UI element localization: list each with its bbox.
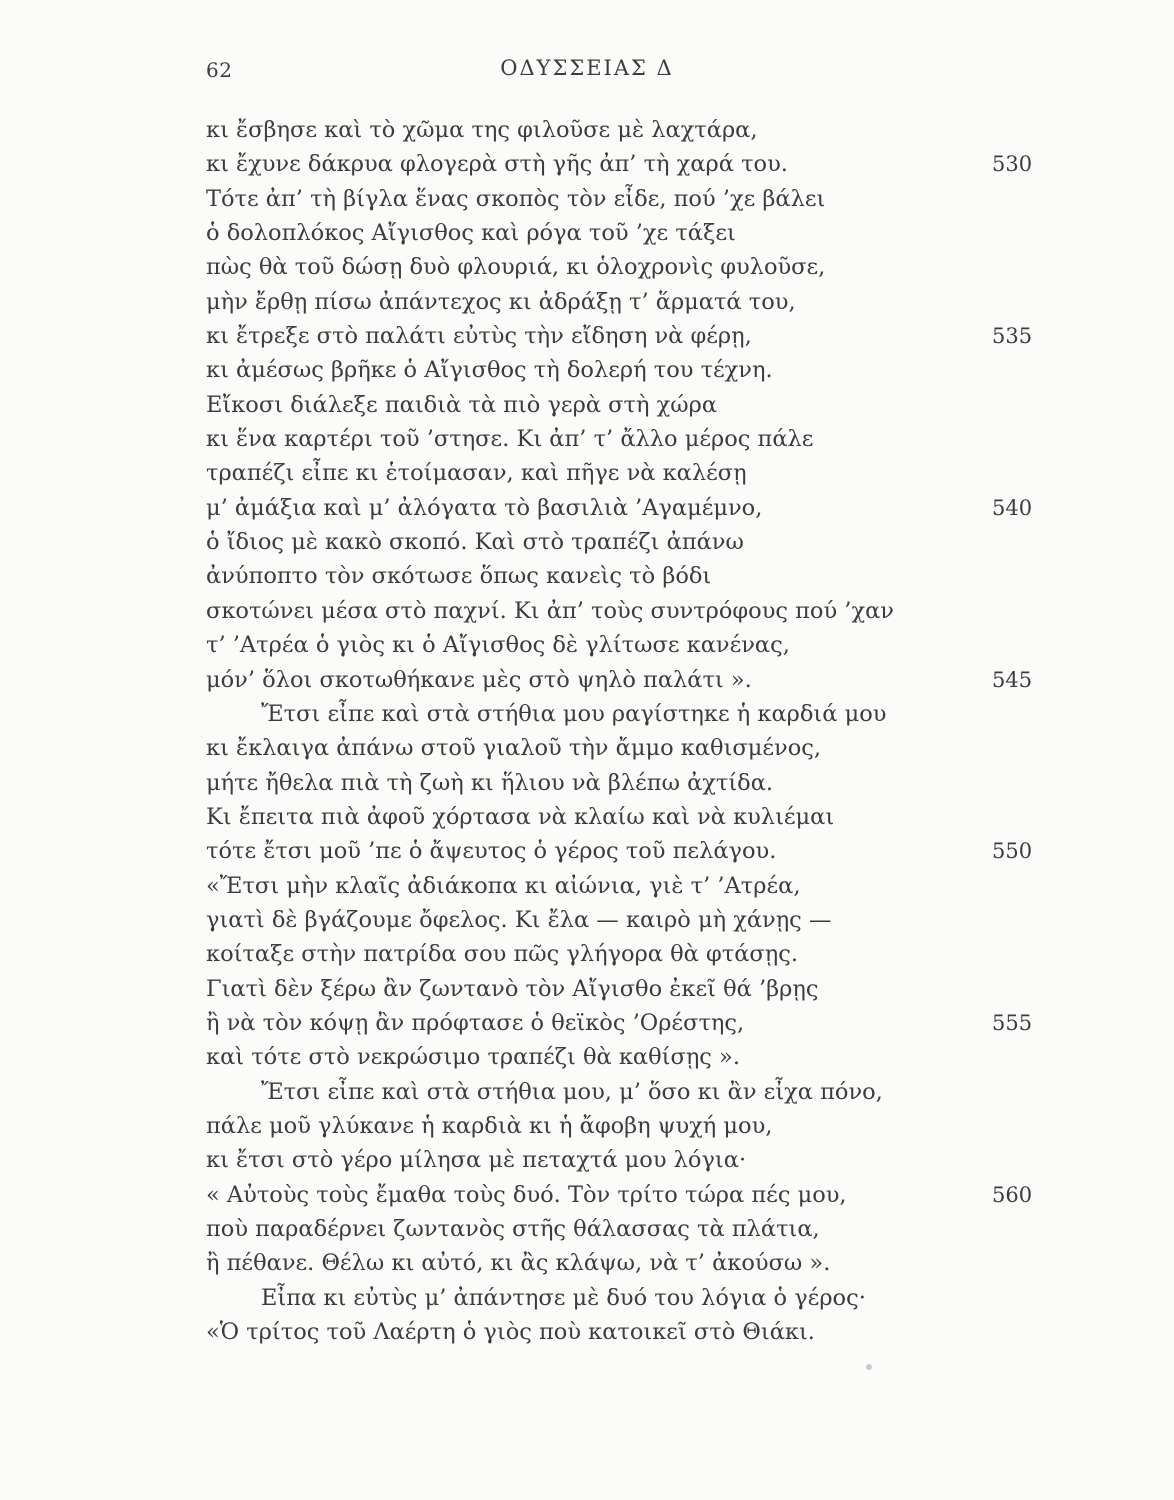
verse-line [206, 147, 1046, 181]
line-number: 545 [992, 667, 1033, 692]
line-number: 555 [992, 1010, 1033, 1035]
verse-line-text: κι ἔχυνε δάκρυα φλογερὰ στὴ γῆς ἀπ’ τὴ χαρά του. [206, 151, 788, 178]
verse-line-text: Κι ἔπειτα πιὰ ἀφοῦ χόρτασα νὰ κλαίω καὶ νὰ κυλιέμαι [206, 803, 835, 830]
verse-line-text: « Αὐτοὺς τοὺς ἔμαθα τοὺς δυό. Τὸν τρίτο τώρα πές μου, [206, 1181, 847, 1208]
line-number: 560 [992, 1182, 1033, 1207]
verse-line [206, 869, 1046, 903]
verse-line-text: καὶ τότε στὸ νεκρώσιμο τραπέζι θὰ καθίσῃς ». [206, 1044, 740, 1071]
verse-line [206, 903, 1046, 937]
verse-line-text: ἢ νὰ τὸν κόψῃ ἂν πρόφτασε ὁ θεϊκὸς ’Ορέστης, [206, 1009, 745, 1036]
verse-line [206, 250, 1046, 284]
verse-line [206, 456, 1046, 490]
verse-line [206, 388, 1046, 422]
ink-speck [866, 1364, 872, 1370]
verse-line [206, 285, 1046, 319]
verse-line-text: κι ἕνα καρτέρι τοῦ ’στησε. Κι ἀπ’ τ’ ἄλλο μέρος πάλε [206, 426, 814, 453]
verse-line-text: τραπέζι εἶπε κι ἑτοίμασαν, καὶ πῆγε νὰ καλέσῃ [206, 460, 747, 487]
verse-line [206, 697, 1046, 731]
verse-line [206, 663, 1046, 697]
verse-line-text: σκοτώνει μέσα στὸ παχνί. Κι ἀπ’ τοὺς συντρόφους πού ’χαν [206, 597, 894, 624]
verse-line-text: κι ἔκλαιγα ἀπάνω στοῦ γιαλοῦ τὴν ἄμμο καθισμένος, [206, 735, 822, 762]
verse-line [206, 559, 1046, 593]
line-number: 540 [992, 495, 1033, 520]
verse-line-text: ὁ δολοπλόκος Αἴγισθος καὶ ρόγα τοῦ ’χε τάξει [206, 220, 736, 247]
verse-line [206, 1006, 1046, 1040]
verse-line [206, 1315, 1046, 1349]
verse-line [206, 491, 1046, 525]
verse-line-text: ἢ πέθανε. Θέλω κι αὐτό, κι ἂς κλάψω, νὰ τ’ ἀκούσω ». [206, 1250, 831, 1277]
verse-line-text: ποὺ παραδέρνει ζωντανὸς στῆς θάλασσας τὰ πλάτια, [206, 1216, 820, 1242]
verse-line [206, 1143, 1046, 1177]
verse-line [206, 937, 1046, 971]
verse-line-text: μ’ ἀμάξια καὶ μ’ ἀλόγατα τὸ βασιλιὰ ’Αγαμέμνο, [206, 494, 763, 521]
verse-line [206, 216, 1046, 250]
verse-line-text: κι ἀμέσως βρῆκε ὁ Αἴγισθος τὴ δολερή του τέχνη. [206, 357, 773, 384]
verse-line [206, 628, 1046, 662]
verse-line-text: Γιατὶ δὲν ξέρω ἂν ζωντανὸ τὸν Αἴγισθο ἐκεῖ θά ’βρῃς [206, 975, 819, 1002]
verse-line-text: μόν’ ὅλοι σκοτωθήκανε μὲς στὸ ψηλὸ παλάτι ». [206, 666, 752, 693]
verse-line [206, 1246, 1046, 1280]
verse-line-text: «Ὁ τρίτος τοῦ Λαέρτη ὁ γιὸς ποὺ κατοικεῖ στὸ Θιάκι. [206, 1319, 815, 1346]
verse-line [206, 319, 1046, 353]
verse-line-text: τότε ἔτσι μοῦ ’πε ὁ ἄψευτος ὁ γέρος τοῦ πελάγου. [206, 838, 777, 865]
verse-line [206, 182, 1046, 216]
verse-line [206, 1178, 1046, 1212]
verse-line-text: Εἶπα κι εὐτὺς μ’ ἀπάντησε μὲ δυό του λόγια ὁ γέρος· [261, 1284, 866, 1311]
running-head: ΟΔΥΣΣΕΙΑΣ Δ [500, 56, 674, 80]
verse-line [206, 1281, 1046, 1315]
verse-line-text: Ἔτσι εἶπε καὶ στὰ στήθια μου, μ’ ὅσο κι ἂν εἶχα πόνο, [261, 1078, 883, 1105]
verse-line [206, 422, 1046, 456]
verse-line-text: κι ἔτρεξε στὸ παλάτι εὐτὺς τὴν εἴδηση νὰ φέρῃ, [206, 323, 752, 350]
verse-line [206, 972, 1046, 1006]
verse-line [206, 1109, 1046, 1143]
verse-text-block [206, 113, 1046, 1349]
verse-line [206, 1212, 1046, 1246]
verse-line-text: μὴν ἔρθῃ πίσω ἀπάντεχος κι ἀδράξῃ τ’ ἅρματά του, [206, 288, 796, 315]
verse-line-text: τ’ ’Ατρέα ὁ γιὸς κι ὁ Αἴγισθος δὲ γλίτωσε κανένας, [206, 632, 790, 659]
verse-line-text: Τότε ἀπ’ τὴ βίγλα ἕνας σκοπὸς τὸν εἶδε, πού ’χε βάλει [206, 185, 826, 212]
verse-line-text: κοίταξε στὴν πατρίδα σου πῶς γλήγορα θὰ φτάσῃς. [206, 941, 799, 968]
verse-line-text: «Ἔτσι μὴν κλαῖς ἀδιάκοπα κι αἰώνια, γιὲ τ’ ’Ατρέα, [206, 872, 801, 899]
verse-line [206, 1075, 1046, 1109]
verse-line-text: κι ἔτσι στὸ γέρο μίλησα μὲ πεταχτά μου λόγια· [206, 1147, 747, 1174]
verse-line-text: πὼς θὰ τοῦ δώσῃ δυὸ φλουριά, κι ὁλοχρονὶς φυλοῦσε, [206, 254, 826, 281]
verse-line [206, 800, 1046, 834]
verse-line-text: ὁ ἴδιος μὲ κακὸ σκοπό. Καὶ στὸ τραπέζι ἀπάνω [206, 529, 744, 556]
verse-line [206, 113, 1046, 147]
verse-line-text: γιατὶ δὲ βγάζουμε ὄφελος. Κι ἔλα — καιρὸ μὴ χάνῃς — [206, 906, 832, 933]
verse-line [206, 594, 1046, 628]
verse-line-text: Εἴκοσι διάλεξε παιδιὰ τὰ πιὸ γερὰ στὴ χώρα [206, 391, 718, 418]
verse-line-text: ἀνύποπτο τὸν σκότωσε ὅπως κανεὶς τὸ βόδι [206, 563, 712, 590]
verse-line [206, 1040, 1046, 1074]
verse-line [206, 766, 1046, 800]
verse-line [206, 731, 1046, 765]
line-number: 535 [992, 324, 1033, 349]
verse-line-text: μήτε ἤθελα πιὰ τὴ ζωὴ κι ἥλιου νὰ βλέπω ἀχτίδα. [206, 769, 774, 796]
verse-line-text: Ἔτσι εἶπε καὶ στὰ στήθια μου ραγίστηκε ἡ καρδιά μου [261, 700, 887, 727]
verse-line [206, 834, 1046, 868]
verse-line [206, 353, 1046, 387]
verse-line-text: πάλε μοῦ γλύκανε ἡ καρδιὰ κι ἡ ἄφοβη ψυχή μου, [206, 1112, 773, 1139]
verse-line-text: κι ἔσβησε καὶ τὸ χῶμα της φιλοῦσε μὲ λαχτάρα, [206, 117, 758, 143]
verse-line [206, 525, 1046, 559]
page-number: 62 [206, 58, 233, 82]
line-number: 550 [992, 839, 1033, 864]
line-number: 530 [992, 152, 1033, 177]
